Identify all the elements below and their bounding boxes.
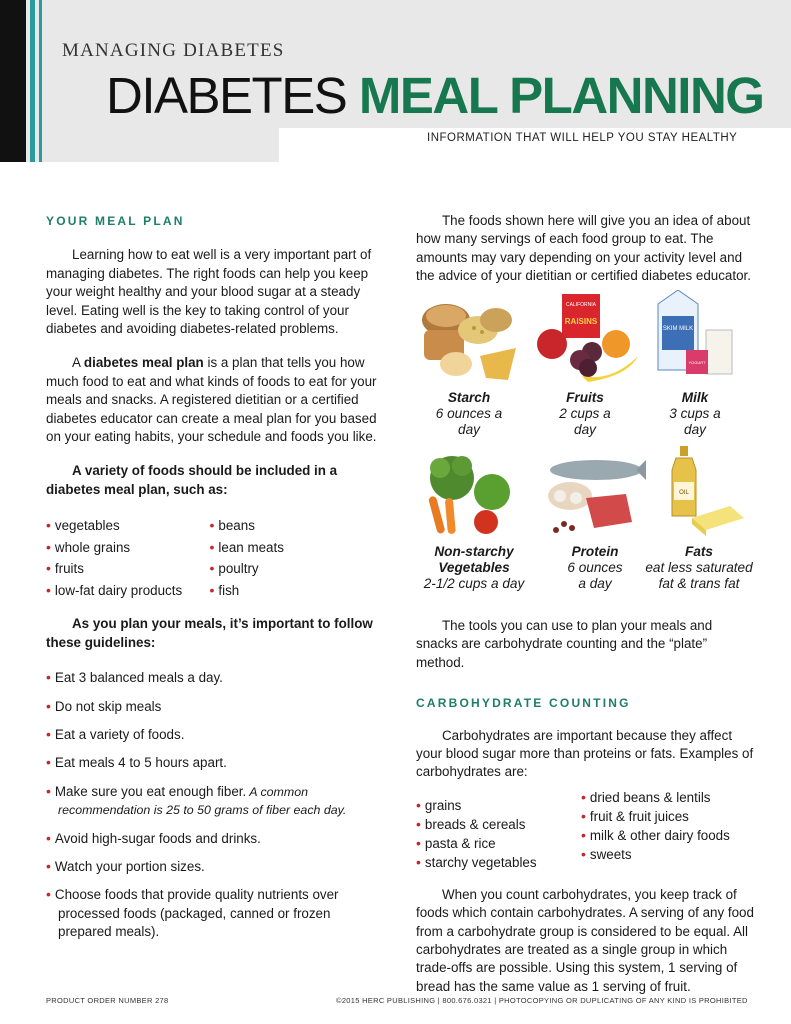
bullet-icon: • (46, 560, 51, 577)
food-vegetables (416, 544, 532, 592)
bullet-icon: • (46, 782, 51, 799)
oil-label: OIL (679, 490, 689, 496)
carb-item (581, 826, 756, 845)
bullet-icon: • (46, 754, 51, 771)
bullet-icon: • (581, 845, 586, 862)
guidelines-heading: As you plan your meals, it’s important to follow these guidelines: (46, 616, 373, 650)
variety-list (46, 515, 378, 601)
left-column (46, 212, 378, 951)
list-item-text: vegetables (54, 518, 120, 534)
bullet-icon: • (46, 829, 51, 846)
guidelines-list (46, 668, 378, 941)
bullet-icon: • (209, 517, 215, 534)
header-stripe-teal-thin (39, 0, 42, 162)
bullet-icon: • (46, 857, 51, 874)
milk-carton-label: SKIM MILK (662, 326, 694, 332)
section-title-carb-counting: CARBOHYDRATE COUNTING (416, 696, 631, 711)
list-item-text: lean meats (218, 539, 284, 555)
right-column (416, 212, 756, 286)
bullet-icon: • (46, 538, 51, 555)
list-item-text: fruits (54, 561, 84, 577)
list-item-text: low-fat dairy products (54, 582, 183, 598)
starch-illustration (416, 290, 528, 382)
list-item-text: grains (424, 797, 462, 813)
bullet-icon: • (46, 669, 51, 686)
variety-list-col2 (210, 515, 379, 601)
list-item-text: beans (218, 518, 255, 534)
carb-list (416, 788, 756, 872)
food-name: Milk (681, 390, 709, 405)
variety-item (210, 580, 379, 602)
food-fruits (532, 390, 638, 438)
meal-plan-definition (46, 354, 378, 446)
header-stripe-teal (30, 0, 35, 162)
food-amount: 6 ounces a day (435, 406, 503, 437)
food-amount: 2-1/2 cups a day (423, 576, 525, 591)
variety-item (46, 580, 215, 602)
page-title-part2: MEAL PLANNING (346, 67, 764, 124)
guideline-item (46, 857, 378, 876)
fiber-note: A common recommendation is 25 to 50 grams of fiber each day. (58, 784, 347, 818)
section-title-meal-plan: YOUR MEAL PLAN (46, 214, 185, 228)
variety-item (210, 558, 379, 580)
food-amount: 3 cups a day (669, 406, 721, 437)
guideline-item (46, 829, 378, 848)
carb-intro: Carbohydrates are important because they affect your blood sugar more than proteins or fats. Examples of carbohydrates are: (416, 727, 754, 780)
header-banner (0, 0, 791, 162)
food-milk (642, 390, 748, 438)
list-item-text: whole grains (54, 539, 131, 555)
footer-copyright: ©2015 HERC PUBLISHING | 800.676.0321 | PHOTOCOPYING OR DUPLICATING OF ANY KIND IS PROHIBITED (336, 996, 748, 1005)
carb-item (581, 845, 756, 864)
guideline-text: Eat meals 4 to 5 hours apart. (54, 755, 227, 771)
bullet-icon: • (581, 826, 586, 843)
tools-paragraph: The tools you can use to plan your meals and snacks are carbohydrate counting and the “plate” method. (416, 618, 713, 670)
yogurt-label: YOGURT (688, 360, 706, 365)
list-item-text: fruit & fruit juices (589, 808, 689, 824)
page-title-part1: DIABETES (106, 67, 347, 124)
food-starch (416, 390, 522, 438)
variety-item (46, 537, 215, 559)
header-tagline: INFORMATION THAT WILL HELP YOU STAY HEALTHY (427, 132, 738, 144)
bullet-icon: • (416, 796, 421, 813)
variety-heading: A variety of foods should be included in a diabetes meal plan, such as: (46, 463, 338, 497)
fruits-illustration (532, 290, 644, 382)
bullet-icon: • (209, 581, 215, 598)
definition-text: is a plan that tells you how much food to eat and what kinds of foods to eat for your meals and snacks. A registered dietitian or a certified diabetes educator can create a meal plan for you based on your eating habits, your schedule and foods you like. (46, 355, 377, 445)
protein-illustration (536, 452, 646, 538)
food-protein (552, 544, 638, 592)
bullet-icon: • (581, 807, 586, 824)
bullet-icon: • (581, 788, 586, 805)
guideline-item (46, 668, 378, 687)
food-group-grid (416, 290, 756, 600)
page-title (106, 68, 763, 124)
food-name: Starch (447, 390, 491, 405)
food-amount: 6 ounces a day (567, 560, 623, 591)
foods-intro: The foods shown here will give you an idea of about how many servings of each food group to eat. The amounts may vary depending on your activity level and the advice of your dietitian or certified diabetes educator. (416, 213, 751, 284)
guideline-text: Avoid high-sugar foods and drinks. (54, 830, 261, 846)
guideline-item (46, 753, 378, 772)
meal-plan-intro: Learning how to eat well is a very important part of managing diabetes. The right foods can help you keep your weight healthy and your blood sugar at a steady level. Eating well is the key to taking control of your diabetes and avoiding diabetes-related problems. (46, 247, 372, 337)
variety-item (210, 537, 379, 559)
header-stripe-black (0, 0, 26, 162)
counting-paragraph: When you count carbohydrates, you keep track of foods which contain carbohydrates. A serving of any food from a carbohydrate group is considered to be equal. All carbohydrates are treated as a single group in which trade-offs are possible. Using this system, 1 serving of bread has the same value as 1 serving of fruit. (416, 886, 754, 994)
carb-item (416, 796, 591, 815)
variety-item (46, 515, 215, 537)
carb-list-col2 (581, 788, 756, 872)
food-name: Protein (571, 544, 619, 559)
carb-list-col1 (416, 796, 591, 872)
guideline-item (46, 885, 378, 941)
definition-term: diabetes meal plan (83, 355, 204, 371)
food-amount: 2 cups a day (559, 406, 611, 437)
food-name: Fats (685, 544, 713, 559)
bullet-icon: • (416, 853, 421, 870)
bullet-icon: • (209, 538, 215, 555)
bullet-icon: • (46, 725, 51, 742)
bullet-icon: • (209, 560, 215, 577)
vegetables-illustration (422, 452, 522, 538)
bullet-icon: • (46, 581, 51, 598)
food-amount: eat less saturated fat & trans fat (645, 560, 753, 591)
bullet-icon: • (416, 834, 421, 851)
carb-item (581, 807, 756, 826)
variety-list-col1 (46, 515, 215, 601)
definition-prefix: A (72, 355, 84, 371)
guideline-item (46, 697, 378, 716)
raisins-brand: CALIFORNIA (565, 302, 597, 308)
guideline-text: Choose foods that provide quality nutrients over processed foods (packaged, canned or frozen prepared meals). (54, 887, 339, 940)
bullet-icon: • (46, 886, 51, 903)
carb-item (416, 853, 591, 872)
guideline-item (46, 725, 378, 744)
food-fats (642, 544, 756, 592)
list-item-text: dried beans & lentils (589, 789, 711, 805)
variety-item (210, 515, 379, 537)
guideline-item (46, 782, 378, 820)
guideline-text: Do not skip meals (54, 698, 162, 714)
food-name: Fruits (566, 390, 604, 405)
list-item-text: milk & other dairy foods (589, 827, 730, 843)
right-lower (416, 617, 756, 996)
raisins-label: RAISINS (564, 317, 598, 326)
fats-illustration (656, 446, 746, 538)
list-item-text: starchy vegetables (424, 854, 537, 870)
bullet-icon: • (46, 697, 51, 714)
header-kicker: MANAGING DIABETES (62, 40, 285, 61)
guideline-text: Eat a variety of foods. (54, 726, 185, 742)
carb-item (416, 834, 591, 853)
list-item-text: poultry (218, 561, 259, 577)
guideline-text: Eat 3 balanced meals a day. (54, 670, 223, 686)
list-item-text: pasta & rice (424, 835, 496, 851)
guideline-text: Watch your portion sizes. (54, 858, 205, 874)
list-item-text: fish (218, 582, 240, 598)
food-name: Non-starchy Vegetables (434, 544, 514, 575)
bullet-icon: • (416, 815, 421, 832)
variety-item (46, 558, 215, 580)
list-item-text: breads & cereals (424, 816, 526, 832)
footer-order-number: PRODUCT ORDER NUMBER 278 (46, 996, 169, 1005)
bullet-icon: • (46, 517, 51, 534)
carb-item (581, 788, 756, 807)
milk-illustration (648, 290, 748, 382)
carb-item (416, 815, 591, 834)
list-item-text: sweets (589, 846, 632, 862)
guideline-text: Make sure you eat enough fiber. (54, 783, 247, 799)
